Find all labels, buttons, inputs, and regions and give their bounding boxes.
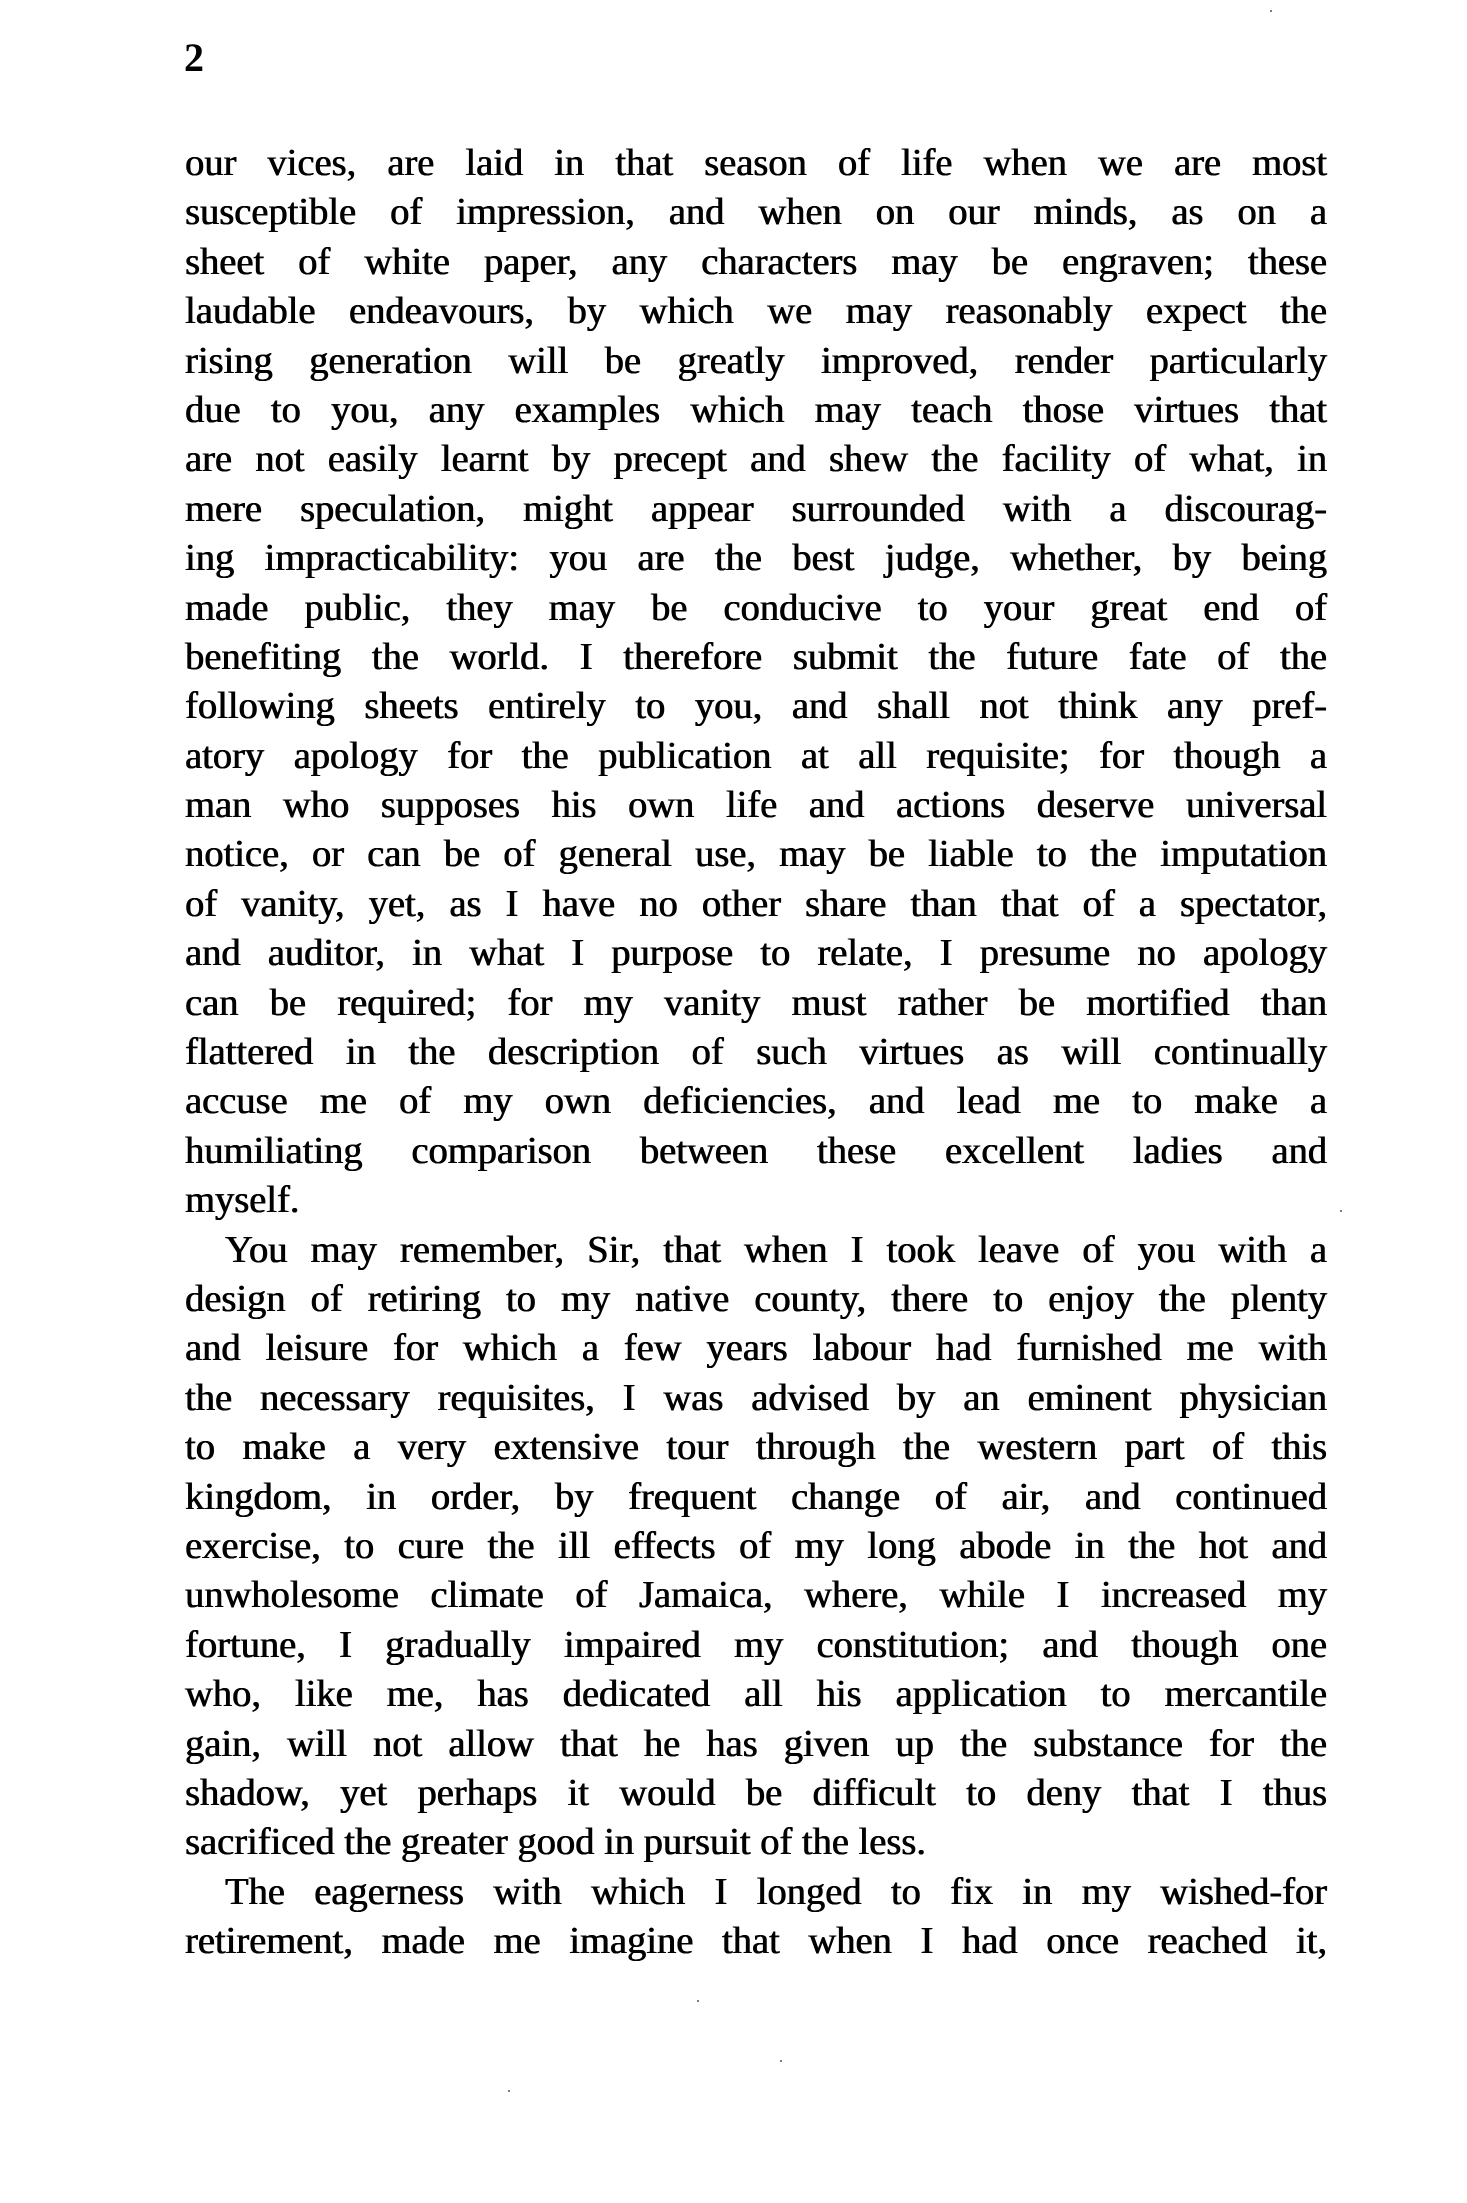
text-line: susceptible of impression, and when on our minds, as on a (185, 191, 1327, 234)
body-text (185, 139, 1327, 1966)
text-line: of vanity, yet, as I have no other share than that of a spectator, (185, 882, 1327, 925)
text-line: exercise, to cure the ill effects of my long abode in the hot and (185, 1524, 1327, 1567)
text-line: accuse me of my own deficiencies, and lead me to make a (185, 1080, 1327, 1123)
text-line: sacrificed the greater good in pursuit of the less. (185, 1821, 926, 1864)
text-line: humiliating comparison between these excellent ladies and (185, 1129, 1327, 1172)
text-line: made public, they may be conducive to your great end of (185, 586, 1327, 629)
text-line: rising generation will be greatly improved, render particularly (185, 339, 1327, 382)
text-line: the necessary requisites, I was advised by an eminent physician (185, 1376, 1327, 1419)
scan-speck (1340, 1210, 1342, 1212)
text-line: myself. (185, 1179, 300, 1222)
text-line: shadow, yet perhaps it would be difficult to deny that I thus (185, 1771, 1327, 1814)
text-line: due to you, any examples which may teach those virtues that (185, 388, 1327, 431)
scan-speck (508, 2090, 510, 2092)
text-line: following sheets entirely to you, and shall not think any pref- (185, 685, 1327, 728)
text-line: laudable endeavours, by which we may reasonably expect the (185, 290, 1327, 333)
text-line: You may remember, Sir, that when I took leave of you with a (225, 1228, 1327, 1271)
text-line: kingdom, in order, by frequent change of air, and continued (185, 1475, 1327, 1518)
text-line: can be required; for my vanity must rather be mortified than (185, 981, 1327, 1024)
text-line: gain, will not allow that he has given up the substance for the (185, 1722, 1327, 1765)
text-line: who, like me, has dedicated all his application to mercantile (185, 1673, 1327, 1716)
text-line: unwholesome climate of Jamaica, where, while I increased my (185, 1574, 1327, 1617)
text-line: our vices, are laid in that season of life when we are most (185, 142, 1327, 184)
text-line: sheet of white paper, any characters may be engraven; these (185, 240, 1327, 283)
text-line: design of retiring to my native county, there to enjoy the plenty (185, 1277, 1327, 1320)
text-line: The eagerness with which I longed to fix in my wished-for (225, 1870, 1327, 1913)
text-line: mere speculation, might appear surrounded with a discourag- (185, 487, 1327, 530)
text-line: fortune, I gradually impaired my constitution; and though one (185, 1623, 1327, 1666)
text-line: benefiting the world. I therefore submit the future fate of the (185, 635, 1327, 678)
text-line: notice, or can be of general use, may be liable to the imputation (185, 833, 1327, 876)
scan-speck (697, 2000, 699, 2002)
text-line: retirement, made me imagine that when I had once reached it, (185, 1920, 1327, 1963)
text-line: and leisure for which a few years labour had furnished me with (185, 1327, 1327, 1370)
text-line: man who supposes his own life and actions deserve universal (185, 784, 1327, 827)
page-number: 2 (184, 35, 204, 80)
text-line: to make a very extensive tour through the western part of this (185, 1426, 1327, 1469)
scan-speck (1270, 10, 1272, 12)
text-line: atory apology for the publication at all requisite; for though a (185, 734, 1327, 777)
text-line: flattered in the description of such virtues as will continually (185, 1031, 1327, 1074)
text-line: ing impracticability: you are the best judge, whether, by being (185, 537, 1327, 580)
text-line: are not easily learnt by precept and shew the facility of what, in (185, 438, 1327, 481)
scan-speck (780, 2060, 782, 2062)
text-line: and auditor, in what I purpose to relate, I presume no apology (185, 932, 1327, 975)
